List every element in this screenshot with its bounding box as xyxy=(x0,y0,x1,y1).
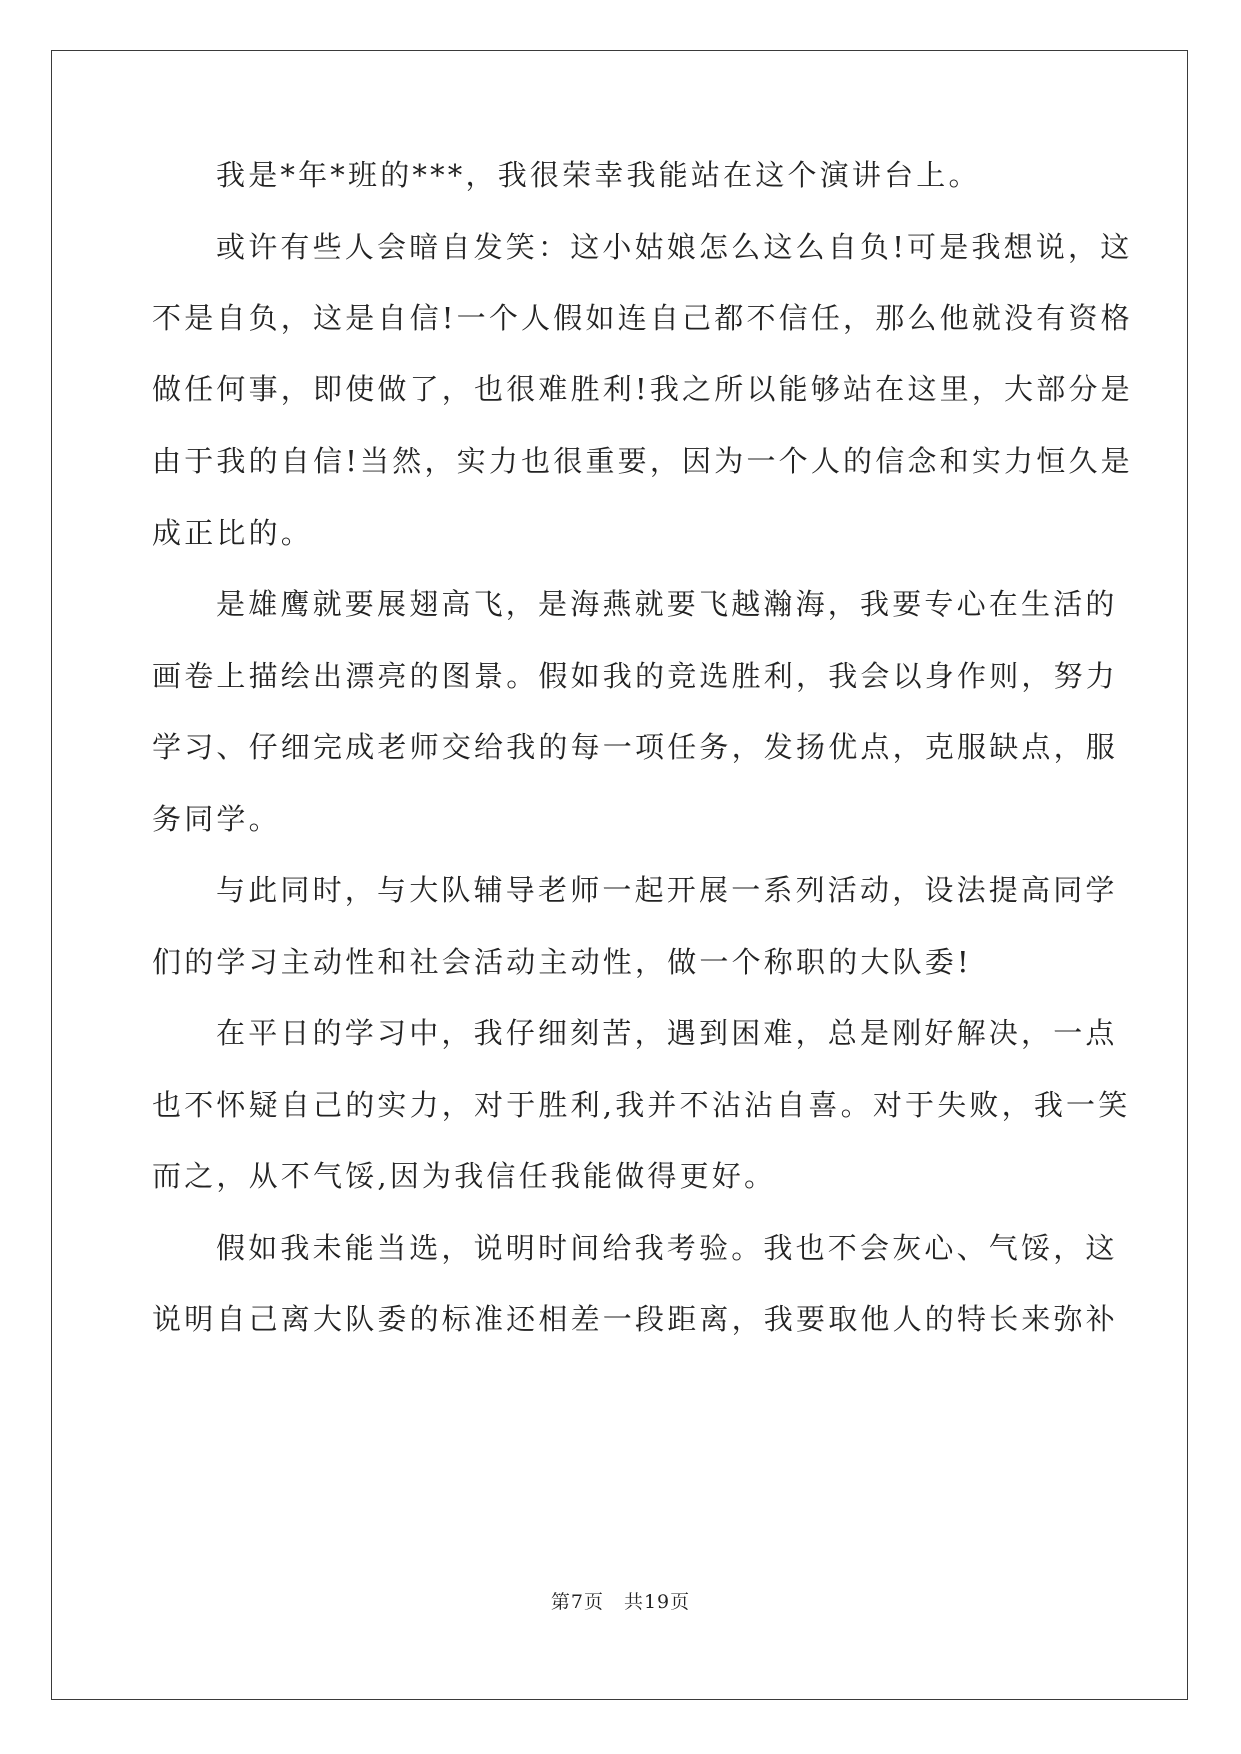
paragraph-2-line-2: 不是自负，这是自信!一个人假如连自己都不信任，那么他就没有资格 xyxy=(152,301,1133,335)
paragraph-2-line-4: 由于我的自信!当然，实力也很重要，因为一个人的信念和实力恒久是 xyxy=(152,444,1133,478)
paragraph-6-line-1: 假如我未能当选，说明时间给我考验。我也不会灰心、气馁，这 xyxy=(216,1231,1118,1265)
paragraph-2-line-5: 成正比的。 xyxy=(152,516,314,550)
paragraph-5-line-1: 在平日的学习中，我仔细刻苦，遇到困难，总是刚好解决，一点 xyxy=(216,1016,1118,1050)
paragraph-3-line-2: 画卷上描绘出漂亮的图景。假如我的竞选胜利，我会以身作则，努力 xyxy=(152,659,1119,693)
paragraph-5-line-3: 而之，从不气馁,因为我信任我能做得更好。 xyxy=(152,1159,777,1193)
paragraph-5-line-2: 也不怀疑自己的实力，对于胜利,我并不沾沾自喜。对于失败，我一笑 xyxy=(152,1088,1131,1122)
paragraph-2-line-1: 或许有些人会暗自发笑：这小姑娘怎么这么自负!可是我想说，这 xyxy=(216,230,1133,264)
paragraph-4-line-1: 与此同时，与大队辅导老师一起开展一系列活动，设法提高同学 xyxy=(216,873,1118,907)
paragraph-3-line-3: 学习、仔细完成老师交给我的每一项任务，发扬优点，克服缺点，服 xyxy=(152,730,1119,764)
paragraph-4-line-2: 们的学习主动性和社会活动主动性，做一个称职的大队委! xyxy=(152,945,972,979)
paragraph-6-line-2: 说明自己离大队委的标准还相差一段距离，我要取他人的特长来弥补 xyxy=(152,1302,1119,1336)
paragraph-1-line-1: 我是*年*班的***，我很荣幸我能站在这个演讲台上。 xyxy=(216,158,981,192)
page-number-footer: 第7页 共19页 xyxy=(550,1591,691,1613)
paragraph-2-line-3: 做任何事，即使做了，也很难胜利!我之所以能够站在这里，大部分是 xyxy=(152,372,1133,406)
paragraph-3-line-4: 务同学。 xyxy=(152,802,281,836)
paragraph-3-line-1: 是雄鹰就要展翅高飞，是海燕就要飞越瀚海，我要专心在生活的 xyxy=(216,587,1118,621)
